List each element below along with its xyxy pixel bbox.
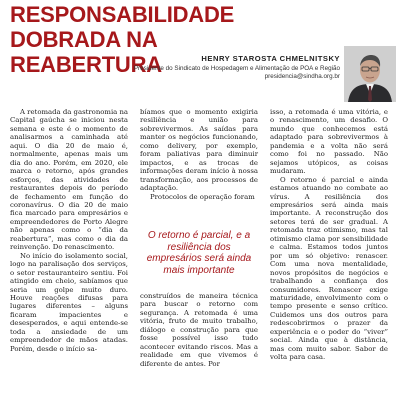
paragraph: bíamos que o momento exigiria resiliência e união para sobrevivermos. As saídas para manter os negócios funcionando, como delivery, por exemplo, foram paliativas para diminuir impactos, e as trocas de informações deram início à nossa transformação, aos processos de adaptação. xyxy=(140,108,258,193)
pull-quote: O retorno é parcial, e a resiliência dos empresários será ainda mais importante xyxy=(146,230,252,276)
author-email: presidencia@sindha.org.br xyxy=(264,73,340,80)
paragraph: A retomada da gastronomia na Capital gaúcha se iniciou nesta semana e este é o momento de analisarmos a caminhada até aqui. O dia 20 de maio é, normalmente, apenas mais um dia do ano. Porém, em 2020, ele marca o retorno, após grandes esforços, das atividades de restaurantes depois do período de fechamento em função do coronavírus. O dia 20 de maio fica marcado para empresários e empreendedores de Porto Alegre não apenas como o “dia da reabertura”, mas como o dia da reinvenção. Do renascimento. xyxy=(10,108,128,252)
article-column-2-bottom xyxy=(140,292,258,368)
paragraph: No início do isolamento social, logo na paralisação dos serviços, o setor restauranteiro sentiu. Foi atingido em cheio, sabíamos que seria um golpe muito duro. Houve reações difusas para lugares diferentes – alguns ficaram impacientes e desesperados, e aqui entende-se toda a ansiedade de um empreendedor de mãos atadas. Porém, desde o início sa- xyxy=(10,251,128,353)
article-column-1 xyxy=(10,108,128,353)
article-column-3 xyxy=(270,108,388,362)
article-column-2-top xyxy=(140,108,258,201)
paragraph: isso, a retomada é uma vitória, e o renascimento, um desafio. O mundo que conhecemos está adaptado para sobrevivermos à pandemia e a volta não será como foi no passado. Não sejamos utópicos, as coisas mudaram. xyxy=(270,108,388,176)
author-photo xyxy=(344,46,396,102)
author-role: Presidente do Sindicato de Hospedagem e Alimentação de POA e Região xyxy=(133,65,340,72)
author-name: HENRY STAROSTA CHMELNITSKY xyxy=(201,54,340,63)
article-headline: RESPONSABILIDADE DOBRADA NA REABERTURA xyxy=(10,2,235,77)
paragraph: construídos de maneira técnica para buscar o retorno com segurança. A retomada é uma vitória, fruto de muito trabalho, diálogo e construção para que fosse possível isso tudo acontecer evitando riscos. Mas a realidade em que vivemos é diferente de antes. Por xyxy=(140,292,258,368)
byline xyxy=(60,54,340,81)
paragraph: O retorno é parcial e ainda estamos atuando no combate ao vírus. A resiliência dos empresários será ainda mais importante. A reconstrução dos setores terá de ser gradual. A retomada traz otimismo, mas tal otimismo clama por sensibilidade e calma. Estamos todos juntos por um só objetivo: renascer. Com uma nova mentalidade, novos propósitos de negócios e trabalhando a confiança dos consumidores. Renascer exige maturidade, envolvimento com o tempo presente e senso crítico. Cuidemos uns dos outros para redescobrirmos o prazer da experiência e o poder do “viver” social. Ainda que à distância, mas com muito sabor. Sabor de volta para casa. xyxy=(270,175,388,362)
author-photo-illustration xyxy=(344,46,396,102)
paragraph: Protocolos de operação foram xyxy=(150,192,255,201)
